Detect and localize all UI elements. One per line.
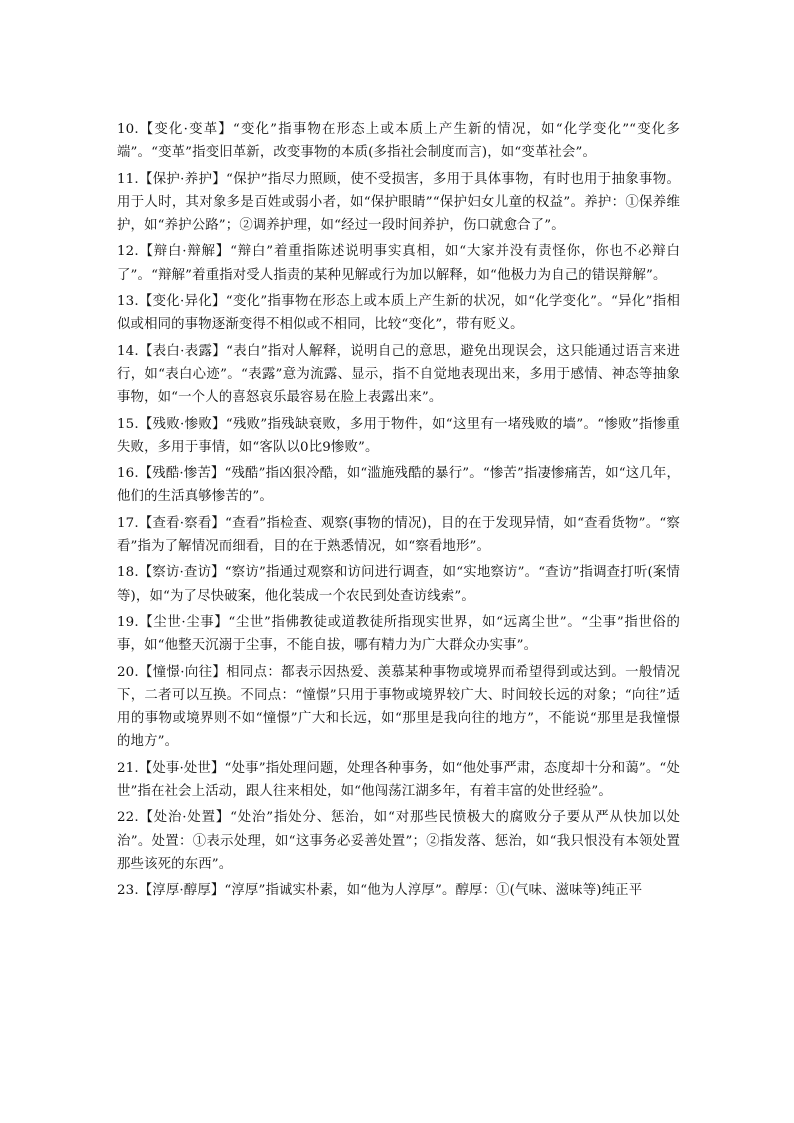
entry-21: 21.【处事·处世】“处事”指处理问题，处理各种事务，如“他处事严肃，态度却十分和蔼”。“处世”指在社会上活动，跟人往来相处，如“他闯荡江湖多年，有着丰富的处世经验”。 [117, 760, 680, 800]
entry-14: 14.【表白·表露】“表白”指对人解释，说明自己的意思，避免出现误会，这只能通过语言来进行，如“表白心迹”。“表露”意为流露、显示，指不自觉地表现出来，多用于感情、神态等抽象事物，如“一个人的喜怒哀乐最容易在脸上表露出来”。 [117, 343, 680, 406]
entry-12: 12.【辩白·辩解】“辩白”着重指陈述说明事实真相，如“大家并没有责怪你，你也不必辩白了”。“辩解”着重指对受人指责的某种见解或行为加以解释，如“他极力为自己的错误辩解”。 [117, 244, 680, 283]
document-page [117, 118, 680, 903]
entry-17: 17.【查看·察看】“查看”指检查、观察(事物的情况)，目的在于发现异情，如“查看货物”。“察看”指为了解情况而细看，目的在于熟悉情况，如“察看地形”。 [117, 515, 680, 555]
entry-20: 20.【憧憬·向往】相同点：都表示因热爱、羡慕某种事物或境界而希望得到或达到。一般情况下，二者可以互换。不同点：“憧憬”只用于事物或境界较广大、时间较长远的对象；“向往”适用的事物或境界则不如“憧憬”广大和长远，如“那里是我向往的地方”，不能说“那里是我憧憬的地方”。 [117, 664, 680, 750]
entry-13: 13.【变化·异化】“变化”指事物在形态上或本质上产生新的状况，如“化学变化”。“异化”指相似或相同的事物逐渐变得不相似或不相同，比较“变化”，带有贬义。 [117, 294, 680, 333]
entry-11: 11.【保护·养护】“保护”指尽力照顾，使不受损害，多用于具体事物，有时也用于抽象事物。用于人时，其对象多是百姓或弱小者，如“保护眼睛”“保护妇女儿童的权益”。养护：①保养维护，如“养护公路”；②调养护理，如“经过一段时间养护，伤口就愈合了”。 [117, 171, 680, 234]
entry-15: 15.【残败·惨败】“残败”指残缺衰败，多用于物件，如“这里有一堵残败的墙”。“惨败”指惨重失败，多用于事情，如“客队以0比9惨败”。 [117, 416, 680, 455]
entry-23: 23.【淳厚·醇厚】“淳厚”指诚实朴素，如“他为人淳厚”。醇厚：①(气味、滋味等)纯正平 [117, 883, 643, 899]
entry-10: 10.【变化·变革】“变化”指事物在形态上或本质上产生新的情况，如“化学变化”“变化多端”。“变革”指变旧革新，改变事物的本质(多指社会制度而言)，如“变革社会”。 [117, 122, 680, 161]
entry-19: 19.【尘世·尘事】“尘世”指佛教徒或道教徒所指现实世界，如“远离尘世”。“尘事”指世俗的事，如“他整天沉溺于尘事，不能自拔，哪有精力为广大群众办实事”。 [117, 614, 680, 654]
entry-18: 18.【察访·查访】“察访”指通过观察和访问进行调查，如“实地察访”。“查访”指调查打听(案情等)，如“为了尽快破案，他化装成一个农民到处查访线索”。 [117, 565, 680, 604]
entry-22: 22.【处治·处置】“处治”指处分、惩治，如“对那些民愤极大的腐败分子要从严从快加以处治”。处置：①表示处理，如“这事务必妥善处置”；②指发落、惩治，如“我只恨没有本领处置那些该死的东西”。 [117, 810, 680, 872]
entry-16: 16.【残酷·惨苦】“残酷”指凶狠冷酷，如“滥施残酷的暴行”。“惨苦”指凄惨痛苦，如“这几年，他们的生活真够惨苦的”。 [117, 466, 680, 505]
